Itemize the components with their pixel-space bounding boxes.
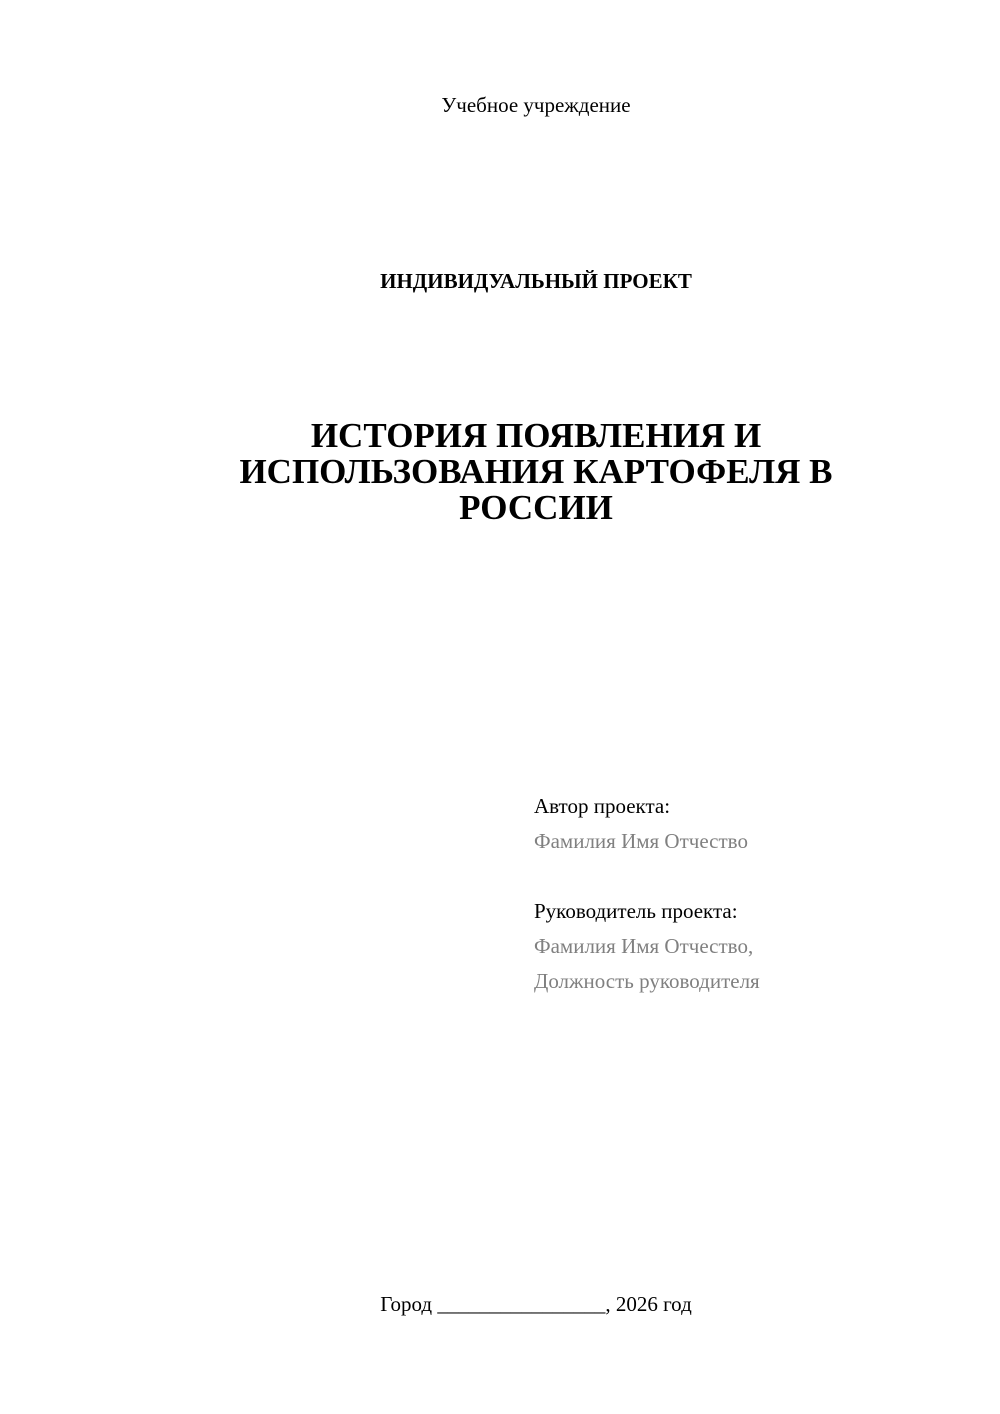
supervisor-label: Руководитель проекта: bbox=[534, 899, 738, 923]
author-label: Автор проекта: bbox=[534, 794, 671, 818]
author-name: Фамилия Имя Отчество bbox=[534, 829, 748, 853]
credits-spacer bbox=[534, 859, 974, 894]
document-title bbox=[0, 418, 1000, 526]
title-line-2: ИСПОЛЬЗОВАНИЯ КАРТОФЕЛЯ В bbox=[239, 452, 833, 491]
supervisor-position: Должность руководителя bbox=[534, 969, 760, 993]
title-line-3: РОССИИ bbox=[459, 488, 613, 527]
title-line-1: ИСТОРИЯ ПОЯВЛЕНИЯ И bbox=[310, 416, 762, 455]
institution-name: Учебное учреждение bbox=[441, 93, 631, 117]
document-type: ИНДИВИДУАЛЬНЫЙ ПРОЕКТ bbox=[380, 269, 692, 293]
city-year-line: Город ________________, 2026 год bbox=[380, 1292, 692, 1316]
supervisor-name: Фамилия Имя Отчество, bbox=[534, 934, 754, 958]
credits-block bbox=[534, 789, 974, 999]
